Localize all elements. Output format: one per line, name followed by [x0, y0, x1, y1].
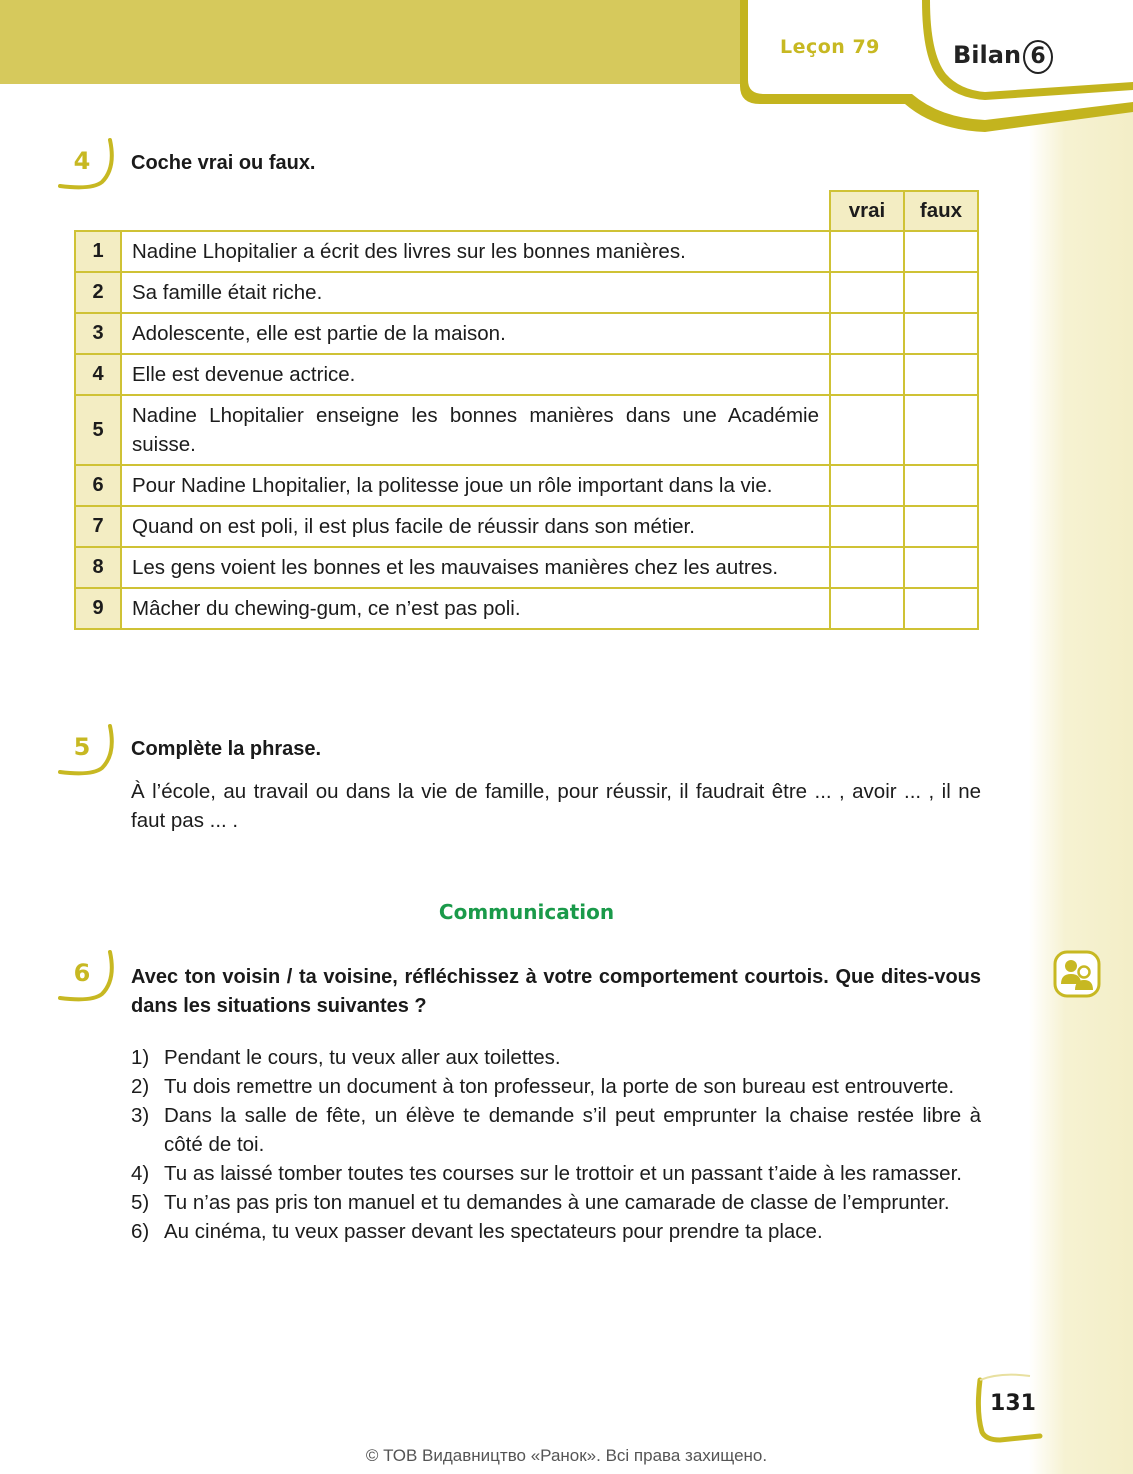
pair-work-icon: [1053, 950, 1101, 998]
statement: Pour Nadine Lhopitalier, la politesse joue un rôle important dans la vie.: [121, 465, 830, 506]
list-item: [131, 1072, 981, 1101]
vrai-checkbox[interactable]: [830, 272, 904, 313]
side-band: [1029, 84, 1133, 1474]
exercise-text: À l’école, au travail ou dans la vie de famille, pour réussir, il faudrait être ... , avoir ... , il ne faut pas ... .: [131, 780, 981, 832]
list-item: [131, 1043, 981, 1072]
bilan-text: Bilan: [953, 41, 1022, 69]
statement: Nadine Lhopitalier enseigne les bonnes manières dans une Académie suisse.: [121, 395, 830, 465]
true-false-table: [74, 190, 979, 630]
row-number: 4: [75, 354, 121, 395]
page-number: 131: [990, 1391, 1036, 1416]
statement: Adolescente, elle est partie de la maison.: [121, 313, 830, 354]
item-text: Pendant le cours, tu veux aller aux toilettes.: [164, 1046, 561, 1069]
row-number: 6: [75, 465, 121, 506]
exercise-title: Complète la phrase.: [131, 738, 322, 760]
statement: Quand on est poli, il est plus facile de réussir dans son métier.: [121, 506, 830, 547]
table-row: [75, 547, 978, 588]
exercise-number: 5: [73, 733, 91, 761]
row-number: 1: [75, 231, 121, 272]
bilan-label: [953, 40, 1053, 74]
lesson-label: Leçon 79: [780, 36, 880, 58]
bilan-number: 6: [1023, 40, 1053, 74]
table-row: [75, 231, 978, 272]
faux-checkbox[interactable]: [904, 506, 978, 547]
faux-checkbox[interactable]: [904, 313, 978, 354]
item-text: Tu dois remettre un document à ton professeur, la porte de son bureau est entrouverte.: [164, 1075, 955, 1098]
list-item: [131, 1101, 981, 1159]
row-number: 8: [75, 547, 121, 588]
table-row: [75, 465, 978, 506]
table-row: [75, 272, 978, 313]
row-number: 2: [75, 272, 121, 313]
vrai-checkbox[interactable]: [830, 588, 904, 629]
item-text: Dans la salle de fête, un élève te demande s’il peut emprunter la chaise restée libre à côté de toi.: [164, 1104, 981, 1156]
vrai-checkbox[interactable]: [830, 313, 904, 354]
row-number: 5: [75, 395, 121, 465]
table-header-row: [75, 191, 978, 231]
faux-checkbox[interactable]: [904, 354, 978, 395]
item-number: 3): [131, 1104, 150, 1127]
list-item: [131, 1159, 981, 1188]
copyright: © ТОВ Видавництво «Ранок». Всі права захищено.: [365, 1446, 768, 1465]
column-header-vrai: vrai: [830, 191, 904, 231]
statement: Nadine Lhopitalier a écrit des livres sur les bonnes manières.: [121, 231, 830, 272]
table-row: [75, 506, 978, 547]
table-row: [75, 588, 978, 629]
statement: Les gens voient les bonnes et les mauvaises manières chez les autres.: [121, 547, 830, 588]
vrai-checkbox[interactable]: [830, 506, 904, 547]
vrai-checkbox[interactable]: [830, 395, 904, 465]
table-row: [75, 354, 978, 395]
row-number: 3: [75, 313, 121, 354]
exercise-number: 4: [73, 147, 91, 175]
exercise-number: 6: [73, 959, 91, 987]
table-row: [75, 313, 978, 354]
item-number: 1): [131, 1046, 150, 1069]
vrai-checkbox[interactable]: [830, 547, 904, 588]
column-header-faux: faux: [904, 191, 978, 231]
faux-checkbox[interactable]: [904, 231, 978, 272]
faux-checkbox[interactable]: [904, 465, 978, 506]
vrai-checkbox[interactable]: [830, 354, 904, 395]
item-text: Tu as laissé tomber toutes tes courses sur le trottoir et un passant t’aide à les ramasser.: [164, 1162, 962, 1185]
exercise-title: Coche vrai ou faux.: [131, 152, 316, 174]
item-number: 4): [131, 1162, 150, 1185]
row-number: 7: [75, 506, 121, 547]
faux-checkbox[interactable]: [904, 547, 978, 588]
situations-list: [131, 1043, 981, 1246]
vrai-checkbox[interactable]: [830, 231, 904, 272]
faux-checkbox[interactable]: [904, 588, 978, 629]
faux-checkbox[interactable]: [904, 395, 978, 465]
row-number: 9: [75, 588, 121, 629]
vrai-checkbox[interactable]: [830, 465, 904, 506]
list-item: [131, 1217, 981, 1246]
item-number: 2): [131, 1075, 150, 1098]
section-title: Communication: [438, 900, 615, 924]
item-text: Tu n’as pas pris ton manuel et tu demandes à une camarade de classe de l’emprunter.: [164, 1191, 950, 1214]
faux-checkbox[interactable]: [904, 272, 978, 313]
statement: Elle est devenue actrice.: [121, 354, 830, 395]
item-number: 5): [131, 1191, 150, 1214]
item-text: Au cinéma, tu veux passer devant les spectateurs pour prendre ta place.: [164, 1220, 823, 1243]
item-number: 6): [131, 1220, 150, 1243]
list-item: [131, 1188, 981, 1217]
table-row: [75, 395, 978, 465]
statement: Mâcher du chewing-gum, ce n’est pas poli.: [121, 588, 830, 629]
statement: Sa famille était riche.: [121, 272, 830, 313]
exercise-title: Avec ton voisin / ta voisine, réfléchissez à votre comportement courtois. Que dites-vous dans les situations suivantes ?: [131, 966, 981, 1017]
